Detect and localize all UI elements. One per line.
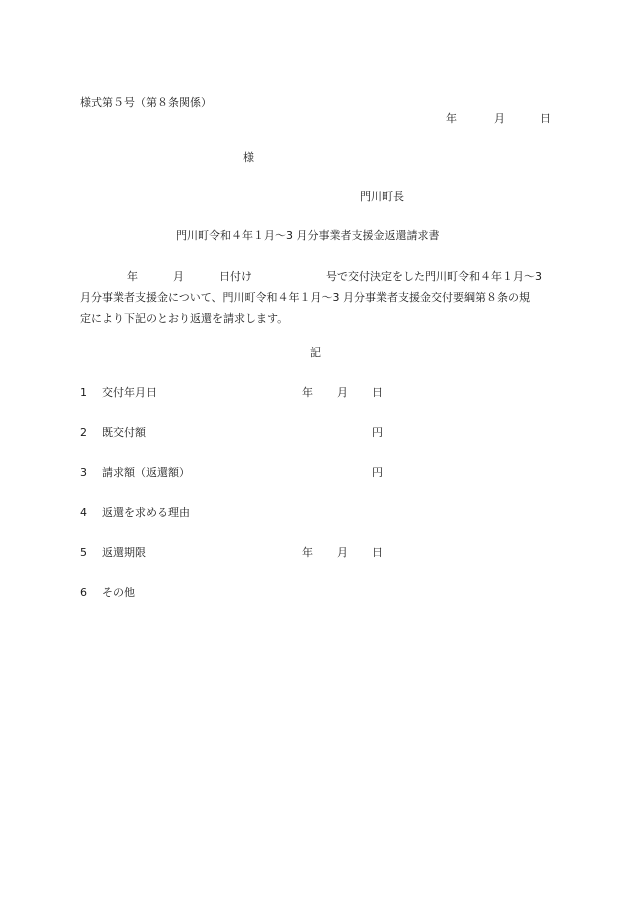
document-title: 門川町令和４年１月〜3 月分事業者支援金返還請求書 — [176, 229, 440, 242]
item-unit: 円 — [372, 466, 383, 479]
item-label: その他 — [102, 586, 135, 599]
item-unit: 円 — [372, 426, 383, 439]
body-year: 年 — [127, 270, 138, 283]
item-day: 日 — [372, 546, 383, 559]
form-label: 様式第５号（第８条関係） — [80, 96, 212, 109]
item-number: 1 — [80, 386, 87, 399]
item-month: 月 — [337, 546, 348, 559]
date-year-label: 年 — [446, 112, 457, 125]
body-line-2: 月分事業者支援金について、門川町令和４年１月〜3 月分事業者支援金交付要綱第８条の規 — [80, 291, 531, 304]
item-label: 請求額（返還額） — [102, 466, 190, 479]
item-number: 2 — [80, 426, 87, 439]
body-month: 月 — [173, 270, 184, 283]
date-month-label: 月 — [494, 112, 505, 125]
item-number: 5 — [80, 546, 87, 559]
body-line-3: 定により下記のとおり返還を請求します。 — [80, 312, 289, 325]
body-line-1 — [80, 266, 560, 287]
item-number: 3 — [80, 466, 87, 479]
body-paragraph — [80, 266, 560, 329]
item-year: 年 — [302, 386, 313, 399]
item-year: 年 — [302, 546, 313, 559]
item-label: 既交付額 — [102, 426, 146, 439]
item-number: 4 — [80, 506, 87, 519]
issuer-name: 門川町長 — [360, 190, 404, 203]
item-month: 月 — [337, 386, 348, 399]
item-number: 6 — [80, 586, 87, 599]
item-label: 交付年月日 — [102, 386, 157, 399]
item-day: 日 — [372, 386, 383, 399]
ki-heading: 記 — [310, 346, 321, 359]
body-day: 日付け — [219, 270, 252, 283]
item-label: 返還期限 — [102, 546, 146, 559]
body-line1-rest: 号で交付決定をした門川町令和４年１月〜3 — [326, 270, 542, 283]
addressee-suffix: 様 — [243, 151, 254, 164]
item-label: 返還を求める理由 — [102, 506, 190, 519]
date-day-label: 日 — [540, 112, 551, 125]
